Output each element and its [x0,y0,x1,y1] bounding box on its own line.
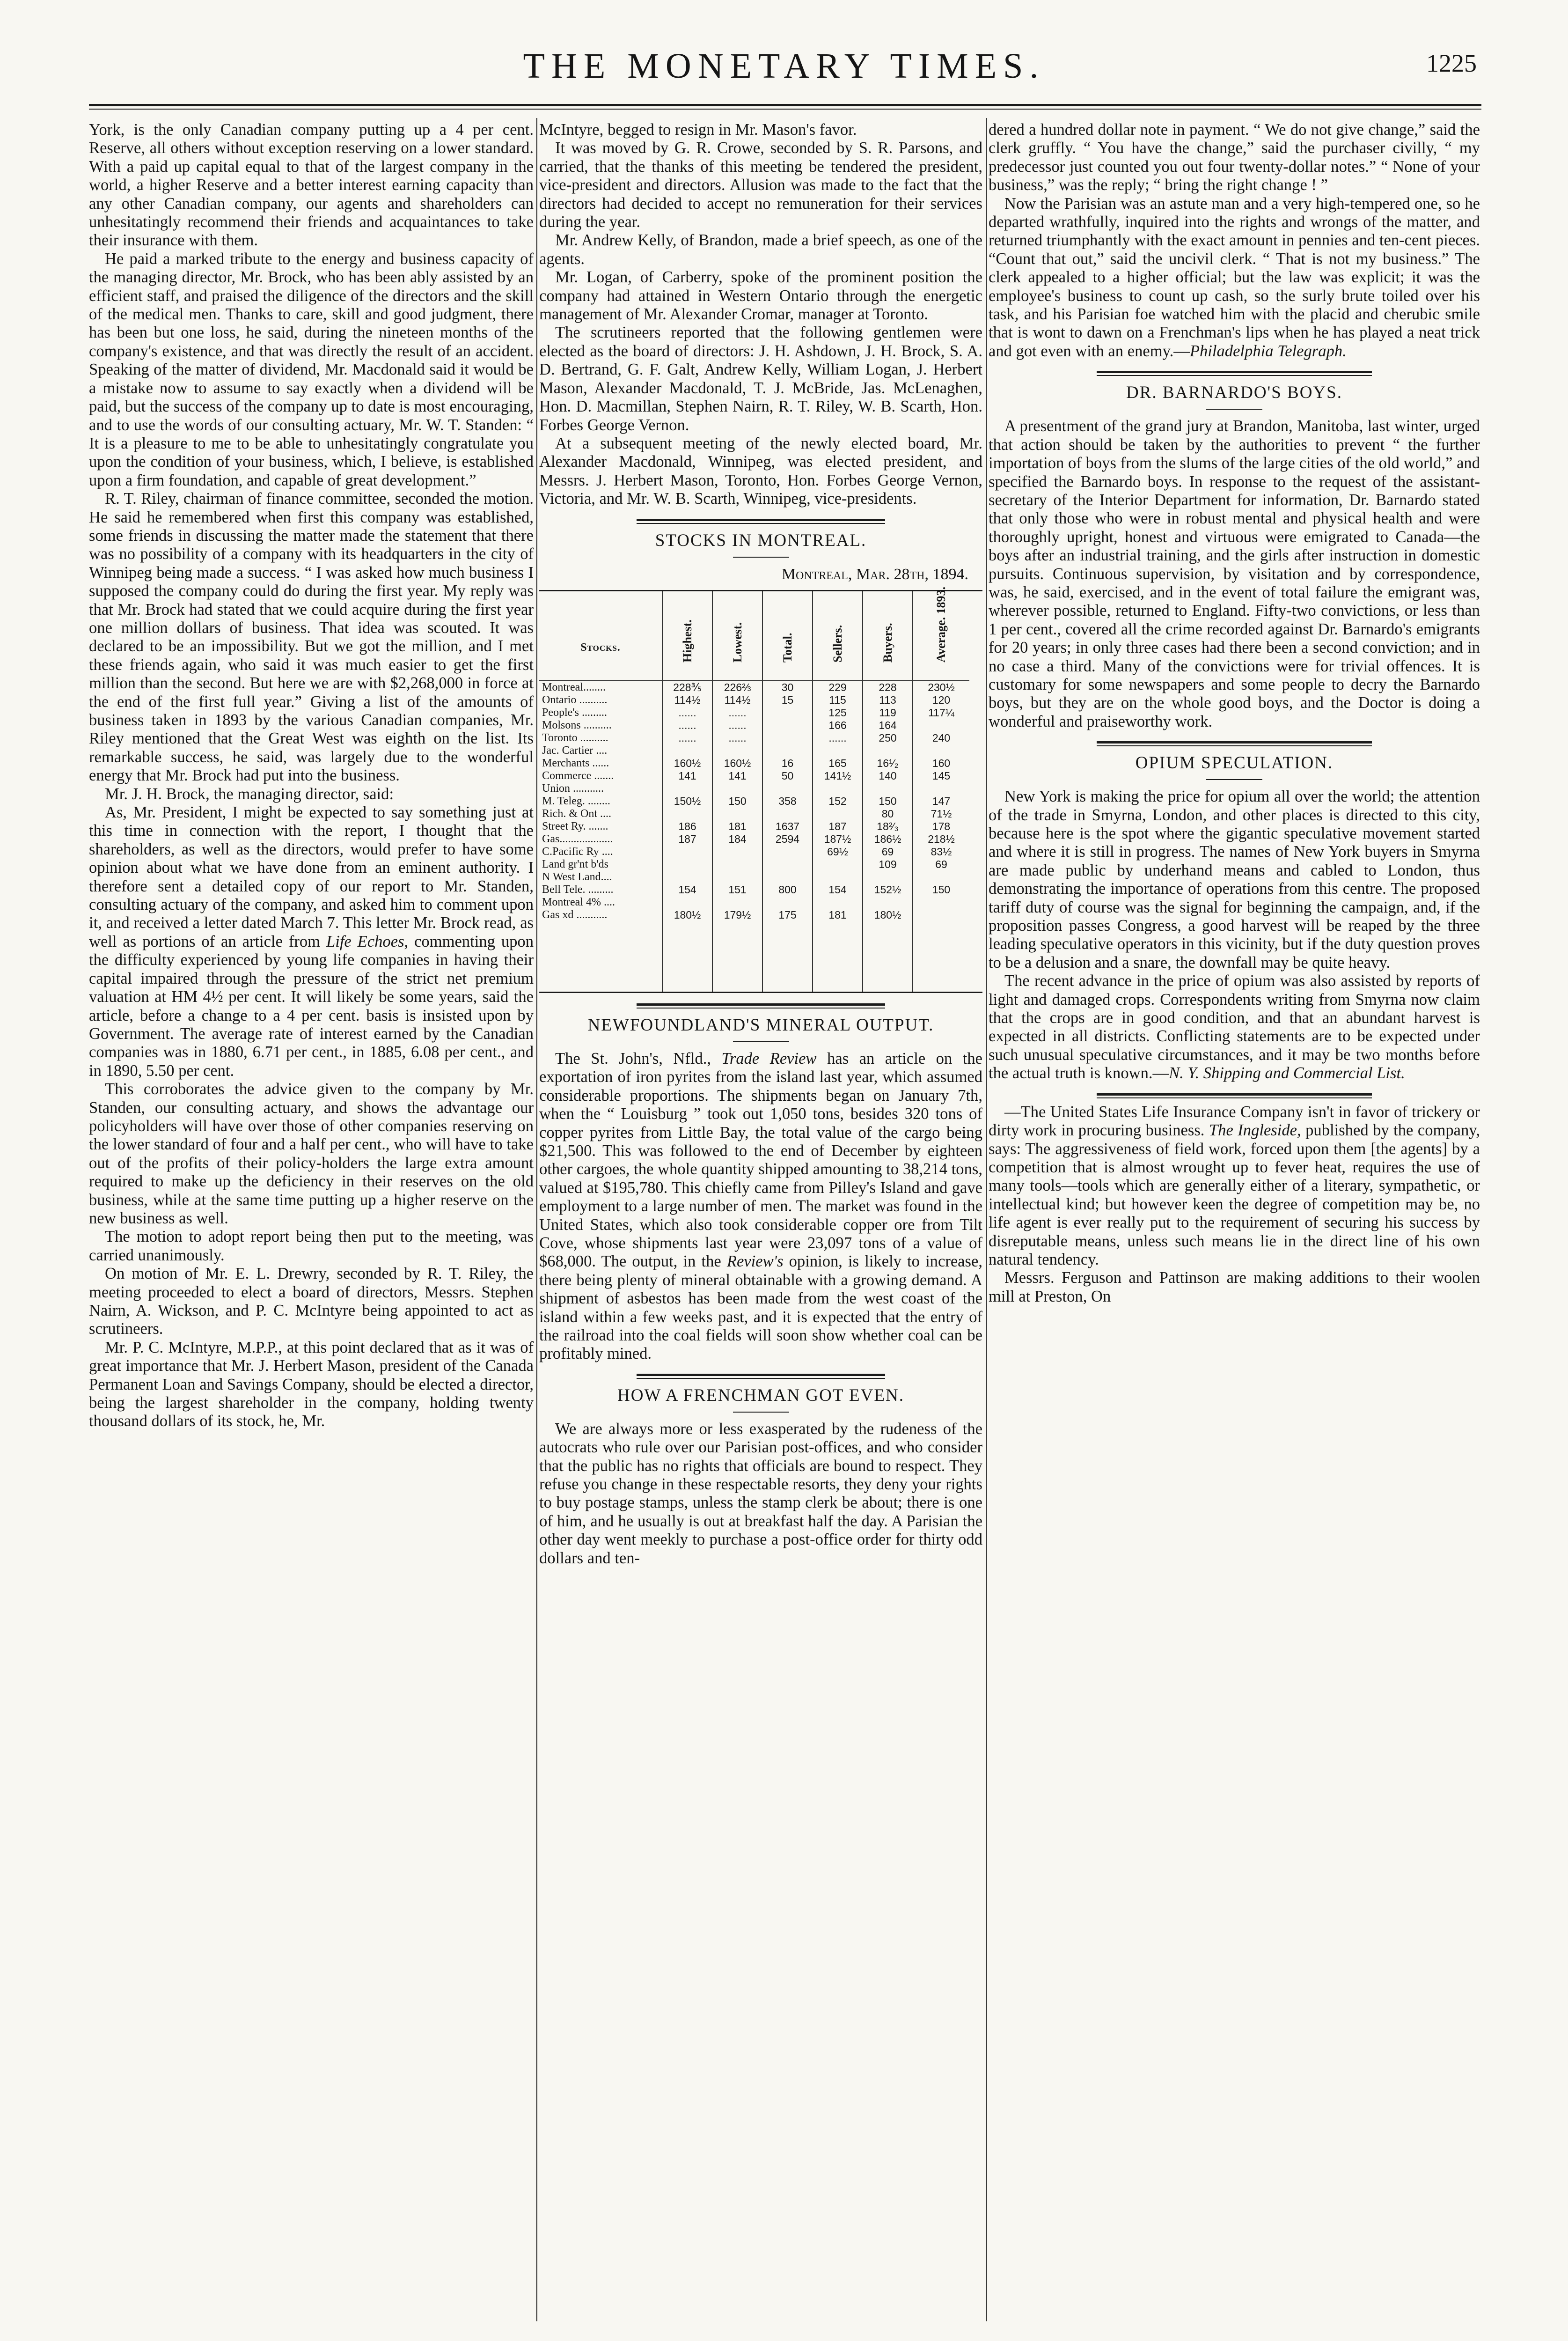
heading-underline [733,557,789,558]
stock-name-cell: Toronto .......... [542,731,608,744]
table-cell: 1637 [775,820,800,832]
table-cell [763,719,812,732]
table-cell: 150 [879,795,897,807]
paragraph: On motion of Mr. E. L. Drewry, seconded by R. T. Riley, the meeting proceeded to elect a board of directors, Messrs. Stephen Nairn, A. Wickson, and P. C. McIntyre being appointed to act as scrutineers. [89,1265,534,1338]
paragraph: At a subsequent meeting of the newly elected board, Mr. Alexander Macdonald, Winnipeg, was elected president, and Messrs. J. Herbert Mason, Toronto, Hon. Forbes George Vernon, Victoria, and Mr. W. B. Scarth, Winnipeg, vice-presidents. [539,434,982,508]
table-cell [913,719,969,732]
table-cell [763,808,812,820]
table-cell [763,732,812,744]
table-cell: 165 [828,757,847,769]
table-cell [813,808,862,820]
table-cell: 120 [932,693,951,706]
table-cell: 229 [828,681,847,693]
masthead-rule-thin [89,109,1481,110]
table-cell: 181 [828,908,847,921]
section-separator [637,1374,885,1379]
table-cell: ...... [728,719,747,731]
table-column [862,591,912,992]
section-separator [1097,371,1372,376]
table-header-label: Total. [780,633,794,663]
table-column [762,591,812,992]
table-cell: 150 [728,795,747,807]
table-header-label: Lowest. [730,622,744,663]
masthead-title: THE MONETARY TIMES. [523,46,1045,86]
table-cell [763,846,812,858]
table-cell: 69½ [827,845,848,858]
table-cell: ...... [728,706,747,719]
table-cell [663,808,712,820]
paragraph: As, Mr. President, I might be expected to say something just at this time in connection with the report, I thought that the shareholders, as well as the directors, would prefer to have some opinion about what we have done from an eminent authority. I therefore sent a detailed copy of our report to Mr. Standen, consulting actuary of the company, and asked him to comment upon it, and received a letter dated March 7. This letter Mr. Brock read, as well as portions of an article from Life Echoes, commenting upon the difficulty experienced by young life companies in having their capital impaired through the pressure of the strict net premium valuation at HM 4½ per cent. It will likely be some years, said the article, before a change to a 4 per cent. basis is insisted upon by Government. The average rate of interest earned by the Canadian companies was in 1880, 6.71 per cent., in 1885, 6.08 per cent., and in 1890, 5.50 per cent. [89,803,534,1080]
table-cell: 150 [932,883,951,896]
paragraph: It was moved by G. R. Crowe, seconded by S. R. Parsons, and carried, that the thanks of this meeting be tendered the president, vice-president and directors. Allusion was made to the fact that the directors had decided to accept no remuneration for their services during the year. [539,139,982,231]
heading-underline [733,1041,789,1042]
stocks-table-grid [539,586,982,992]
table-header-cell [763,591,812,681]
paragraph: He paid a marked tribute to the energy and business capacity of the managing director, Mr. Brock, who has been ably assisted by an efficient staff, and praised the diligence of the directors and the skill of the medical men. Thanks to care, skill and good judgment, there has been but one loss, he said, during the nineteen months of the company's existence, and that was directly the result of an accident. Speaking of the matter of dividend, Mr. Macdonald said it would be a mistake now to assume to say exactly when a dividend will be paid, but the success of the company up to date is most encouraging, and to use the words of our consulting actuary, Mr. W. T. Standen: “ It is a pleasure to me to be able to unhesitatingly congratulate you upon the condition of your business, which, I believe, is established upon a firm foundation, and capable of great development.” [89,250,534,489]
table-cell: 30 [781,681,794,693]
paragraph: The St. John's, Nfld., Trade Review has an article on the exportation of iron pyrites from the island last year, which assumed considerable proportions. The shipments began on January 7th, when the “ Louisburg ” took out 1,050 tons, besides 320 tons of copper pyrites from Little Bay, the total value of the cargo being $21,500. This was followed to the end of December by eighteen other cargoes, the whole quantity shipped amounting to 38,214 tons, valued at $195,780. This chiefly came from Pilley's Island and gave employment to a large number of men. The market was found in the United States, which also took considerable copper ore from Tilt Cove, whose shipments last year were 23,097 tons of a value of $68,000. The output, in the Review's opinion, is likely to increase, there being plenty of mineral obtainable with a growing demand. A shipment of asbestos has been made from the west coast of the island within a few weeks past, and it is expected that the entry of the railroad into the coal fields will soon show whether coal can be profitably mined. [539,1049,982,1363]
table-cell: 240 [932,731,951,744]
table-cell: 180½ [874,908,901,921]
table-cell: 175 [778,908,797,921]
table-header-cell [539,591,662,681]
section-heading-newfoundland: NEWFOUNDLAND'S MINERAL OUTPUT. [587,1015,934,1035]
table-cell [713,782,762,795]
heading-underline [1206,779,1262,780]
table-cell: 187 [678,832,696,845]
section-separator [1097,1093,1372,1098]
table-header-cell [913,586,969,681]
table-cell [913,896,969,909]
heading-underline [1206,409,1262,410]
table-cell: 164 [879,719,897,731]
stock-name-cell: Gas................... [542,832,613,845]
column-1 [89,121,534,2331]
table-cell: 160½ [674,757,701,769]
table-cell [863,744,912,757]
paragraph: The scrutineers reported that the following gentlemen were elected as the board of directors: J. H. Ashdown, J. H. Brock, S. A. D. Bertrand, G. F. Galt, Andrew Kelly, William Logan, J. Herbert Mason, Alexander Macdonald, T. J. McBride, Jas. McLenaghen, Hon. D. Macmillan, Stephen Nairn, R. T. Riley, W. B. Scarth, Hon. Forbes George Vernon. [539,324,982,434]
table-cell: 187 [828,820,847,832]
paragraph: This corroborates the advice given to the company by Mr. Standen, our consulting actuary, and shows the advantage our policyholders will have over those of other companies reserving on the lower standard of four and a half per cent., who will have to take out of the profits of their policy-holders the large extra amount required to make up the deficiency in their reserves on the old business, while at the same time putting up a higher reserve on the new business as well. [89,1080,534,1227]
table-cell: 140 [879,769,897,782]
table-header-cell [713,591,762,681]
table-cell [763,782,812,795]
stock-name-cell: Ontario .......... [542,693,608,706]
table-cell [913,782,969,795]
paragraph: A presentment of the grand jury at Brandon, Manitoba, last winter, urged that action should be taken by the authorities to prevent “ the further importation of boys from the slums of the large cities of the old world,” and specified the Barnardo boys. In response to the request of the assistant-secretary of the Interior Department for information, Dr. Barnardo stated that only those who were in robust mental and physical health and were thoroughly upright, honest and virtuous were emigrated to Canada—the boys after an industrial training, and the girls after instruction in domestic pursuits. Continuous supervision, by visitation and by correspondence, was, he said, exercised, and in the event of total failure the emigrant was, wherever possible, returned to England. Fifty-two convictions, or less than 1 per cent., covered all the crime recorded against Dr. Barnardo's emigrants for 20 years; in only three cases had there been a second conviction; and in no case a third. Many of the convictions were for trivial offences. It is customary for some newspapers and some people to decry the Barnardo boys, but they are on the whole good boys, and the Doctor is doing a wonderful and praiseworthy work. [989,417,1480,730]
section-heading-barnardo: DR. BARNARDO'S BOYS. [1126,383,1342,403]
table-cell: 80 [881,807,894,820]
table-cell: 109 [879,858,897,870]
table-cell: 115 [829,693,846,706]
column-3 [989,121,1480,2331]
masthead-rule [89,104,1481,106]
table-cell [713,808,762,820]
table-cell [913,871,969,883]
table-header-label: Stocks. [580,641,621,654]
table-cell [863,896,912,909]
table-header-cell [663,591,712,681]
table-cell: 2594 [775,832,800,845]
table-cell: 160½ [724,757,751,769]
table-cell: 154 [828,883,847,896]
table-cell: 16¹⁄₂ [877,757,899,769]
table-cell: 119 [879,706,896,719]
table-cell [863,782,912,795]
table-cell: 150½ [674,795,701,807]
table-cell [913,909,969,921]
table-cell: 16 [781,757,794,769]
table-cell [663,871,712,883]
table-cell: 187½ [824,832,851,845]
table-column [712,591,762,992]
table-cell: ...... [678,731,696,744]
table-cell: 160 [932,757,951,769]
section-heading-frenchman: HOW A FRENCHMAN GOT EVEN. [617,1385,904,1405]
stock-name-cell: M. Teleg. ........ [542,795,610,807]
table-header-cell [813,591,862,681]
table-header-label: Average. 1893. [934,586,948,663]
paragraph: York, is the only Canadian company putting up a 4 per cent. Reserve, all others without exception reserving on a lower standard. With a paid up capital equal to that of the largest company in the world, a higher Reserve and a better interest earning capacity than any other Canadian company, our agents and shareholders can unhesitatingly recommend their friends and acquaintances to take their insurance with them. [89,121,534,250]
table-cell: 117¼ [928,706,954,719]
table-cell: 83½ [931,845,952,858]
section-heading-stocks: STOCKS IN MONTREAL. [655,530,867,550]
table-cell [813,871,862,883]
table-cell: 186 [678,820,696,832]
table-column [662,591,712,992]
table-cell: 358 [778,795,797,807]
table-cell: 71½ [931,807,952,820]
paragraph: Mr. Andrew Kelly, of Brandon, made a brief speech, as one of the agents. [539,231,982,268]
paragraph: Mr. J. H. Brock, the managing director, said: [105,785,394,803]
paragraph: McIntyre, begged to resign in Mr. Mason's favor. [539,121,857,139]
table-cell: ...... [728,731,747,744]
table-cell [763,744,812,757]
paragraph: —The United States Life Insurance Company isn't in favor of trickery or dirty work in procuring business. The Ingleside, published by the company, says: The aggressiveness of field work, forced upon them [the agents] by a competition that is almost wrought up to fever heat, requires the use of many tools—tools which are generally either of a literary, sympathetic, or intellectual kind; but however keen the degree of competition may be, no life agent is ever really put to the requirement of securing his success by disreputable means, unless such means lie in the direct line of his own natural tendency. [989,1103,1480,1268]
table-cell: 69 [881,845,894,858]
column-divider [536,118,537,2321]
table-cell: 113 [879,693,896,706]
stock-name-cell: People's ......... [542,706,607,719]
stock-name-cell: Land gr'nt b'ds [542,858,608,870]
table-header-label: Highest. [680,619,694,663]
table-cell [813,782,862,795]
table-cell: 50 [781,769,794,782]
stock-name-cell: Montreal 4% .... [542,896,615,908]
table-cell [713,858,762,871]
table-cell: 147 [932,795,951,807]
paragraph: New York is making the price for opium all over the world; the attention of the trade in Smyrna, London, and other places is directed to this city, because here is the spot where the gigantic speculative movement started and where it is still in progress. The names of New York buyers in Smyrna are made public by underhand means and cabled to London, thus demonstrating the importance of operations from this centre. The proposed tariff duty of course was the signal for beginning the campaign, and, if the proposition passes Congress, a good harvest will be reaped by the three leading speculative operators in this vicinity, but if the duty question proves to be a delusion and a snare, the downfall may be quite heavy. [989,788,1480,972]
table-cell [763,858,812,871]
table-cell [763,707,812,719]
table-cell: 18²⁄₃ [877,820,899,832]
table-cell: 179½ [724,908,751,921]
table-cell: 226⅔ [724,681,751,693]
table-cell: 125 [828,706,847,719]
table-cell: 166 [828,719,847,731]
table-cell: 228⅗ [673,681,702,693]
stock-name-cell: N West Land.... [542,870,612,883]
table-cell: 180½ [674,908,701,921]
page-number: 1225 [1426,49,1477,77]
table-header-cell [863,591,912,681]
section-separator [637,519,885,524]
table-cell [663,896,712,909]
column-divider [986,118,987,2321]
table-cell: 218½ [928,832,955,845]
table-cell: 141 [728,769,747,782]
table-cell: 114½ [724,693,751,706]
stock-name-cell: Molsons .......... [542,719,612,731]
table-cell: 250 [879,731,897,744]
paragraph: The motion to adopt report being then put to the meeting, was carried unanimously. [89,1228,534,1264]
table-cell [663,782,712,795]
paragraph: Messrs. Ferguson and Pattinson are making additions to their woolen mill at Preston, On [989,1269,1480,1305]
table-cell: 800 [778,883,797,896]
heading-underline [733,1412,789,1413]
table-cell [713,846,762,858]
table-cell: ...... [828,731,847,744]
paragraph: We are always more or less exasperated by the rudeness of the autocrats who rule over our Parisian post-offices, and who consider that the public has no rights that officials are bound to respect. They refuse you change in these respectable resorts, they deny your rights to buy postage stamps, unless the stamp clerk be about; there is one of him, and he usually is out at breakfast half the day. A Parisian the other day went meekly to purchase a post-office order for thirty odd dollars and ten- [539,1420,982,1567]
table-cell: 15 [781,693,794,706]
table-cell [713,871,762,883]
table-cell: 141 [678,769,696,782]
stocks-table [539,586,982,993]
stock-name-cell: Street Ry. ....... [542,820,608,832]
table-column [539,591,662,992]
table-cell: 69 [935,858,947,870]
paragraph: R. T. Riley, chairman of finance committee, seconded the motion. He said he remembered when first this company was established, some friends in discussing the matter made the statement that there was no possibility of a company with its headquarters in the city of Winnipeg being made a success. “ I was asked how much business I supposed the company could do during the first year. My reply was that Mr. Brock had stated that we could acquire during the first year one million dollars of business. That idea was scouted. It was declared to be an impossibility. But we got the million, and I met these friends again, who said it was much easier to get the first million than the second. But here we are with $2,268,000 in force at the end of the first full year.” Giving a list of the amounts of business taken in 1893 by the various Canadian companies, Mr. Riley mentioned that the Great West was eighth on the list. Its remarkable success, he said, was largely due to the wonderful energy that Mr. Brock had put into the business. [89,490,534,785]
table-cell: 186½ [874,832,901,845]
table-cell [813,744,862,757]
stock-name-cell: C.Pacific Ry .... [542,845,613,858]
paragraph: The recent advance in the price of opium was also assisted by reports of light and damaged crops. Correspondents writing from Smyrna now claim that the crops are in good condition, and that an abundant harvest is expected in all districts. Conflicting statements are to be expected under such unusual speculative circumstances, and it may be two months before the actual truth is known.—N. Y. Shipping and Commercial List. [989,972,1480,1082]
section-heading-opium: OPIUM SPECULATION. [1135,753,1334,773]
table-cell [813,896,862,909]
table-cell: 181 [728,820,747,832]
stock-name-cell: Merchants ...... [542,757,609,769]
table-cell: 145 [932,769,951,782]
table-cell [913,744,969,757]
table-cell: 151 [728,883,747,896]
stock-name-cell: Bell Tele. ......... [542,883,614,896]
stock-name-cell: Montreal........ [542,681,606,693]
table-cell [713,744,762,757]
stock-name-cell: Jac. Cartier .... [542,744,608,757]
table-cell: 152½ [874,883,901,896]
table-column [912,586,969,992]
table-cell: 178 [932,820,951,832]
stock-name-cell: Gas xd ........... [542,908,608,921]
table-cell [763,896,812,909]
table-cell: ...... [678,706,696,719]
table-cell: 152 [828,795,847,807]
table-cell: 228 [879,681,897,693]
paragraph: Mr. P. C. McIntyre, M.P.P., at this point declared that as it was of great importance that Mr. J. Herbert Mason, president of the Canada Permanent Loan and Savings Company, should be elected a director, being the largest shareholder in the company, holding twenty thousand dollars of its stock, he, Mr. [89,1338,534,1430]
table-cell [863,871,912,883]
table-cell: 114½ [674,693,701,706]
column-2 [539,121,982,2331]
table-cell [663,858,712,871]
section-separator [1097,741,1372,746]
table-header-label: Buyers. [880,623,894,663]
paragraph: dered a hundred dollar note in payment. “ We do not give change,” said the clerk gruffly. “ You have the change,” said the purchaser civilly, “ my predecessor just counted you out four twenty-dollar notes.” “ None of your business,” was the reply; “ bring the right change ! ” [989,121,1480,194]
table-cell [713,896,762,909]
paragraph: Mr. Logan, of Carberry, spoke of the prominent position the company had attained in Western Ontario through the energetic management of Mr. Alexander Cromar, manager at Toronto. [539,268,982,324]
table-cell: ...... [678,719,696,731]
table-cell: 154 [678,883,696,896]
paragraph: Now the Parisian was an astute man and a very high-tempered one, so he departed wrathfully, inquired into the rights and wrongs of the matter, and returned triumphantly with the exact amount in pennies and ten-cent pieces. “Count that out,” said the uncivil clerk. “ That is not my business.” The clerk appealed to a higher official; but the law was explicit; it was the employee's business to count up cash, so the surly brute toiled over his task, and his Parisian foe watched him with the placid and cherubic smile that is wont to dawn on a Frenchman's lips when he has played a neat trick and got even with an enemy.—Philadelphia Telegraph. [989,194,1480,360]
stocks-dateline: Montreal, Mar. 28th, 1894. [781,565,968,583]
table-column [812,591,862,992]
table-cell [813,858,862,871]
stock-name-cell: Union ........... [542,782,604,795]
section-separator [637,1003,885,1009]
table-cell [763,871,812,883]
table-cell: 141½ [824,769,851,782]
stock-name-cell: Rich. & Ont .... [542,807,611,820]
stock-name-cell: Commerce ....... [542,769,614,782]
table-header-label: Sellers. [830,625,844,663]
table-cell [663,846,712,858]
table-cell: 230½ [928,681,955,693]
table-cell: 184 [728,832,747,845]
table-cell [663,744,712,757]
